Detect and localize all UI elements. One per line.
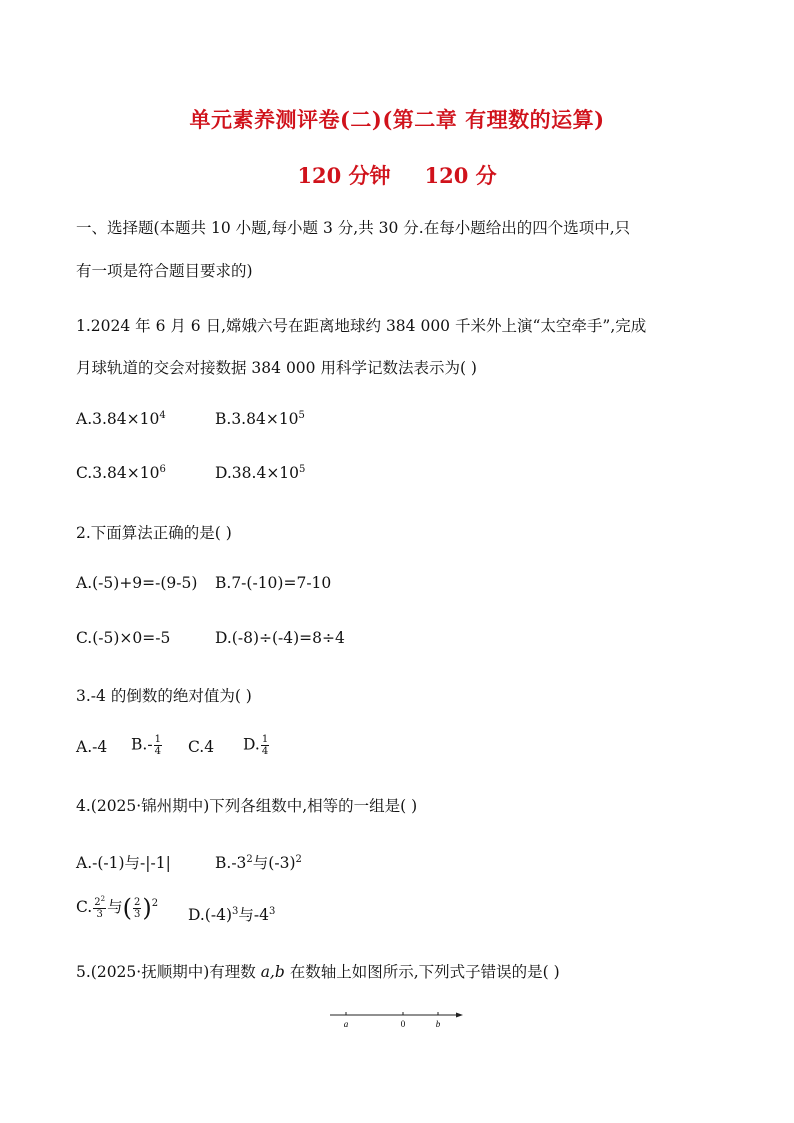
page-title: 单元素养测评卷(二)(第二章 有理数的运算) <box>189 107 605 132</box>
q3-stem: 3.-4 的倒数的绝对值为( ) <box>76 687 252 705</box>
q1-option-b: $B.3.84\times 10^5$ <box>215 410 305 428</box>
q4-option-d: $D.(-4)^3$与$-4^3$ <box>188 906 276 924</box>
q3-b-fraction: $\frac{1}{4}$ <box>154 734 161 757</box>
q1-option-d: $D.38.4\times 10^5$ <box>215 464 306 482</box>
q2-stem: 2.下面算法正确的是( ) <box>76 524 232 542</box>
q4-c-paren-fraction: $\frac{2}{3}$ <box>133 896 141 920</box>
section-heading-line1: 一、选择题(本题共 10 小题,每小题 3 分,共 30 分.在每小题给出的四个选项中,只 <box>76 219 631 237</box>
q4-c-fraction: $\frac{2^2}{3}$ <box>94 894 106 920</box>
number-line-arrow <box>456 1013 463 1018</box>
exam-meta <box>0 160 794 190</box>
exam-time: 120 分钟 <box>297 163 391 188</box>
number-line-figure <box>330 1008 470 1032</box>
exam-score: 120 分 <box>424 163 497 188</box>
q1-option-a: $A.3.84\times 10^4$ <box>76 410 166 428</box>
q4-option-a: A.-(-1)与-|-1| <box>76 854 171 872</box>
q2-option-a: A.(-5)+9=-(9-5) <box>76 574 198 592</box>
q5-stem: 5.(2025·抚顺期中)有理数 a,b 在数轴上如图所示,下列式子错误的是( ) <box>76 963 560 981</box>
label-zero: 0 <box>400 1019 406 1029</box>
label-b: b <box>435 1019 441 1029</box>
q2-option-b: B.7-(-10)=7-10 <box>215 574 332 592</box>
q2-option-c: C.(-5)×0=-5 <box>76 629 171 647</box>
q3-option-b: B.- $\frac{1}{4}$ <box>131 734 161 757</box>
q4-stem: 4.(2025·锦州期中)下列各组数中,相等的一组是( ) <box>76 797 418 815</box>
q1-option-c: $C.3.84\times 10^6$ <box>76 464 166 482</box>
q3-option-c: C.4 <box>188 738 215 756</box>
q2-option-d: D.(-8)÷(-4)=8÷4 <box>215 629 345 647</box>
q3-d-fraction: $\frac{1}{4}$ <box>261 734 269 757</box>
q4-option-b: $B.-3^2$与$(-3)^2$ <box>215 854 302 872</box>
q1-stem-line2: 月球轨道的交会对接数据 384 000 用科学记数法表示为( ) <box>76 359 477 377</box>
q4-option-c: C. $\frac{2^2}{3}$ 与( $\frac{2}{3}$ )$^2$ <box>76 894 159 922</box>
q3-option-d: D. $\frac{1}{4}$ <box>243 734 269 757</box>
q3-option-a: A.-4 <box>76 738 108 756</box>
q1-stem-line1: 1.2024 年 6 月 6 日,嫦娥六号在距离地球约 384 000 千米外上演“太空牵手”,完成 <box>76 317 647 335</box>
label-a: a <box>343 1019 349 1029</box>
section-heading-line2: 有一项是符合题目要求的) <box>76 262 253 280</box>
